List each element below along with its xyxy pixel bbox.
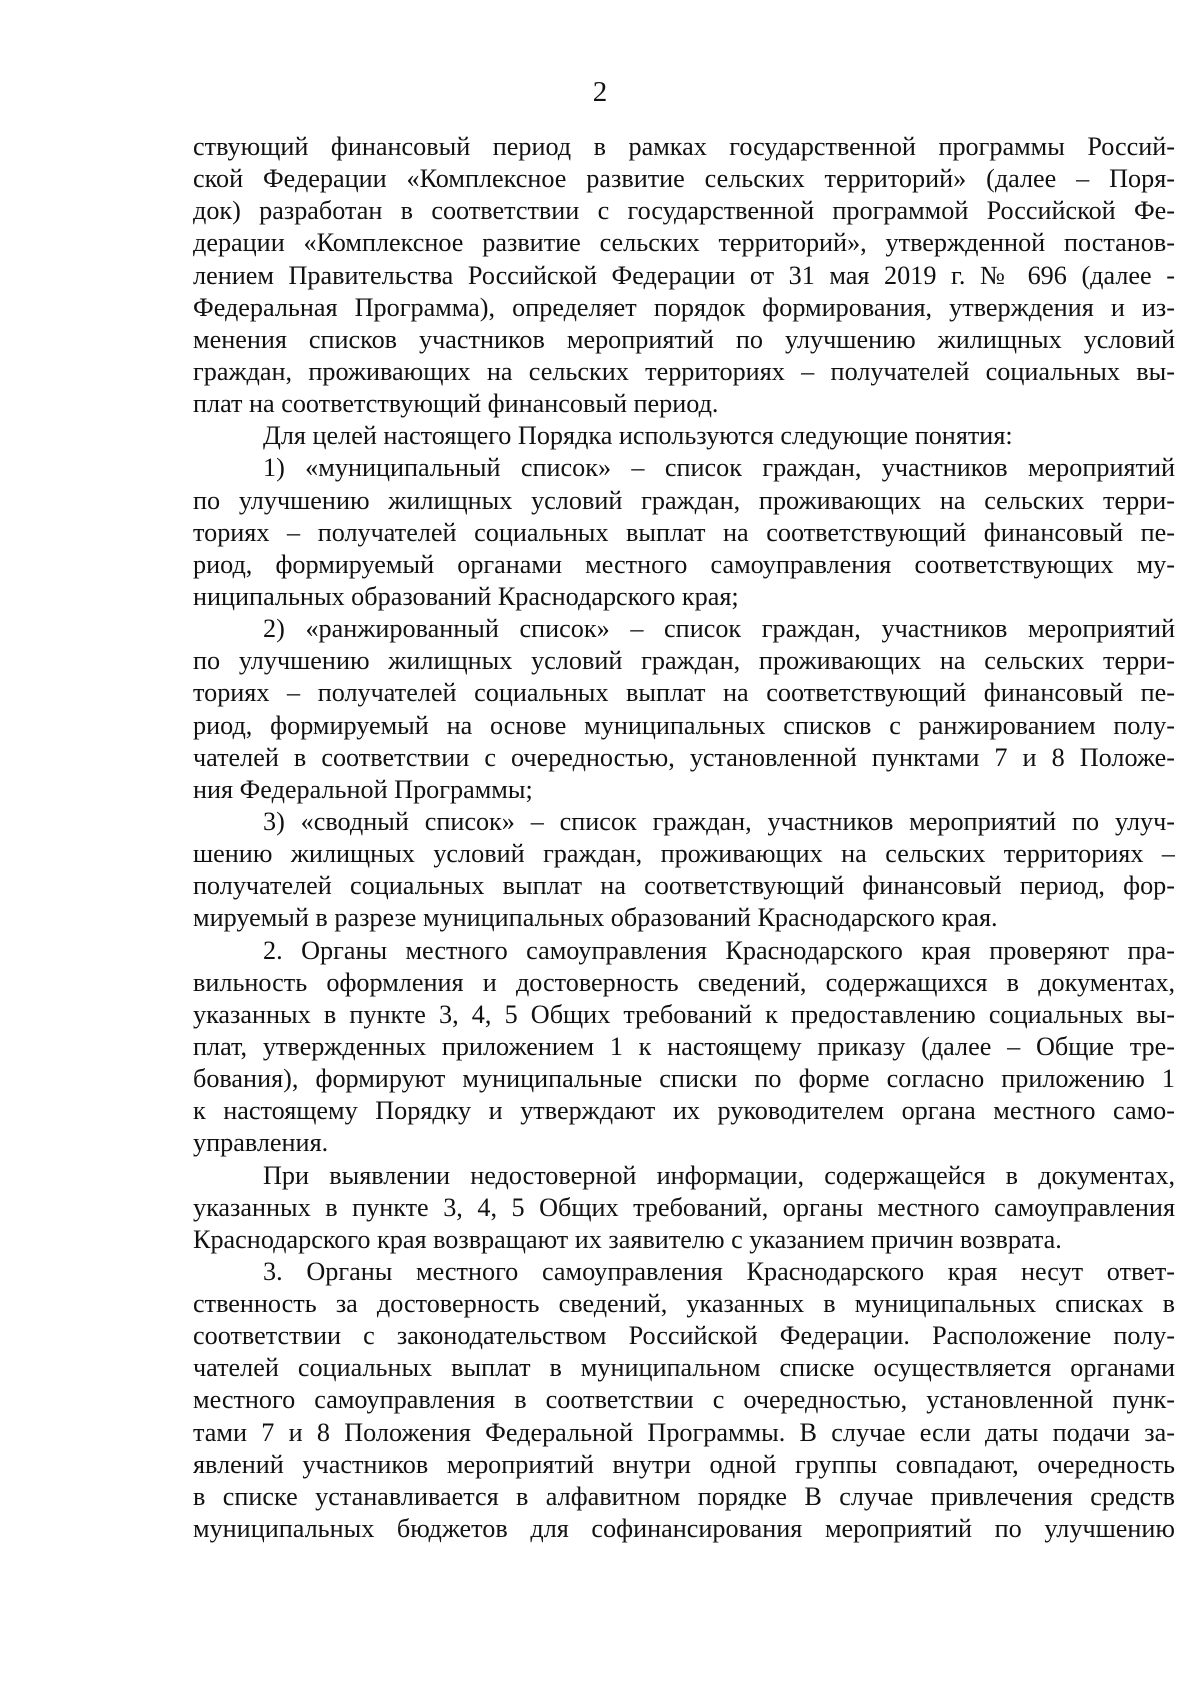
text-line: ниципальных образований Краснодарского края; (193, 581, 739, 611)
text-line: граждан, проживающих на сельских территориях – получателей социальных вы- (193, 356, 1175, 386)
text-line: указанных в пункте 3, 4, 5 Общих требований к предоставлению социальных вы- (193, 999, 1175, 1029)
paragraph (193, 613, 1175, 806)
text-line: явлений участников мероприятий внутри одной группы совпадают, очередность (193, 1449, 1175, 1479)
text-line: управления. (193, 1128, 329, 1158)
paragraph (193, 935, 1175, 1160)
text-line: При выявлении недостоверной информации, содержащейся в документах, (263, 1160, 1175, 1190)
text-line: 2. Органы местного самоуправления Краснодарского края проверяют пра- (263, 935, 1175, 965)
text-line: чателей в соответствии с очередностью, установленной пунктами 7 и 8 Положе- (193, 742, 1175, 772)
text-line: Федеральная Программа), определяет порядок формирования, утверждения и из- (193, 292, 1175, 322)
text-line: соответствии с законодательством Российской Федерации. Расположение полу- (193, 1321, 1175, 1351)
text-line: по улучшению жилищных условий граждан, проживающих на сельских терри- (193, 485, 1175, 515)
text-line: мируемый в разрезе муниципальных образований Краснодарского края. (193, 903, 998, 933)
text-line: 2) «ранжированный список» – список граждан, участников мероприятий (263, 614, 1175, 644)
text-line: 1) «муниципальный список» – список граждан, участников мероприятий (263, 453, 1175, 483)
paragraph (193, 1160, 1175, 1256)
document-body (193, 131, 1175, 1545)
text-line: вильность оформления и достоверность сведений, содержащихся в документах, (193, 967, 1175, 997)
text-line: док) разработан в соответствии с государственной программой Российской Фе- (193, 196, 1175, 226)
text-line: ской Федерации «Комплексное развитие сельских территорий» (далее – Поря- (193, 164, 1175, 194)
text-line: ствующий финансовый период в рамках государственной программы Россий- (193, 132, 1175, 161)
text-line: тами 7 и 8 Положения Федеральной Программы. В случае если даты подачи за- (193, 1417, 1175, 1447)
text-line: к настоящему Порядку и утверждают их руководителем органа местного само- (193, 1096, 1175, 1126)
text-line: 3) «сводный список» – список граждан, участников мероприятий по улуч- (263, 806, 1175, 836)
text-line: чателей социальных выплат в муниципальном списке осуществляется органами (193, 1353, 1175, 1383)
text-line: Для целей настоящего Порядка используются следующие понятия: (263, 421, 1013, 451)
text-line: шению жилищных условий граждан, проживающих на сельских территориях – (193, 839, 1175, 869)
text-line: риод, формируемый органами местного самоуправления соответствующих му- (193, 549, 1175, 579)
text-line: ториях – получателей социальных выплат на соответствующий финансовый пе- (193, 517, 1175, 547)
paragraph (193, 452, 1175, 613)
text-line: плат, утвержденных приложением 1 к настоящему приказу (далее – Общие тре- (193, 1031, 1175, 1061)
text-line: местного самоуправления в соответствии с очередностью, установленной пунк- (193, 1385, 1175, 1415)
text-line: муниципальных бюджетов для софинансирования мероприятий по улучшению (193, 1514, 1175, 1544)
text-line: в списке устанавливается в алфавитном порядке В случае привлечения средств (193, 1481, 1175, 1511)
paragraph (193, 131, 1175, 420)
text-line: риод, формируемый на основе муниципальных списков с ранжированием полу- (193, 710, 1175, 740)
text-line: лением Правительства Российской Федерации от 31 мая 2019 г. № 696 (далее - (193, 260, 1175, 290)
text-line: бования), формируют муниципальные списки по форме согласно приложению 1 (193, 1064, 1175, 1094)
text-line: указанных в пункте 3, 4, 5 Общих требований, органы местного самоуправления (193, 1192, 1175, 1222)
text-line: менения списков участников мероприятий по улучшению жилищных условий (193, 324, 1175, 354)
paragraph (193, 806, 1175, 935)
text-line: ственность за достоверность сведений, указанных в муниципальных списках в (193, 1289, 1175, 1319)
text-line: получателей социальных выплат на соответствующий финансовый период, фор- (193, 871, 1175, 901)
text-line: Краснодарского края возвращают их заявителю с указанием причин возврата. (193, 1224, 1062, 1254)
paragraph (193, 1256, 1175, 1545)
text-line: ния Федеральной Программы; (193, 774, 533, 804)
text-line: плат на соответствующий финансовый период. (193, 389, 719, 419)
text-line: 3. Органы местного самоуправления Краснодарского края несут ответ- (263, 1256, 1175, 1286)
text-line: ториях – получателей социальных выплат на соответствующий финансовый пе- (193, 678, 1175, 708)
text-line: дерации «Комплексное развитие сельских территорий», утвержденной постанов- (193, 228, 1175, 258)
text-line: по улучшению жилищных условий граждан, проживающих на сельских терри- (193, 646, 1175, 676)
page-number: 2 (592, 76, 608, 108)
paragraph (193, 420, 1175, 452)
